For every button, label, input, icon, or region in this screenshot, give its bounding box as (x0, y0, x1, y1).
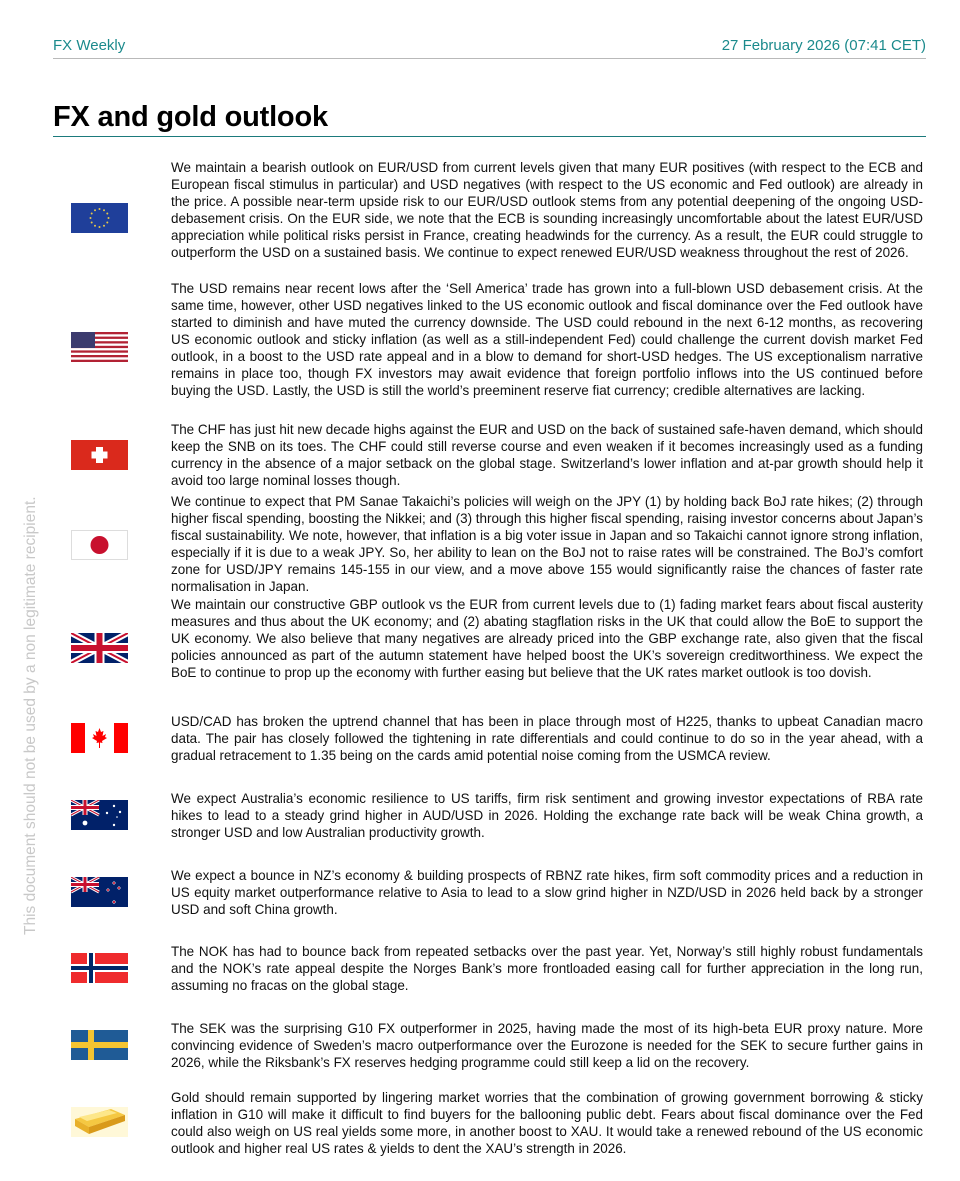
eu-flag-icon (71, 203, 128, 233)
australia-flag-icon (71, 800, 128, 830)
publication-date: 27 February 2026 (07:41 CET) (721, 37, 926, 54)
section-text: We expect Australia’s economic resilience to US tariffs, firm risk sentiment and growing investor expectations of RBA rate hikes to lead to a steady grind higher in AUD/USD in 2026. Holding the exchange rate back will be weak China growth, a stronger USD and low Australian productivity growth. (171, 791, 923, 840)
canada-flag-icon (71, 723, 128, 753)
section-text: We expect a bounce in NZ’s economy & building prospects of RBNZ rate hikes, firm soft commodity prices and a reduction in US equity market outperformance relative to Asia to lead to a slow grind higher in NZD/USD in 2026 held back by a stronger USD and soft China growth. (171, 868, 923, 917)
section-text: We maintain our constructive GBP outlook vs the EUR from current levels due to (1) fading market fears about fiscal austerity measures and thus about the UK economy; and (2) abating stagflation risks in the UK that could allow the BoE to support the UK economy. We also believe that many negatives are already priced into the GBP exchange rate, also given that the fiscal policies announced as part of the autumn statement have helped boost the UK’s sovereign creditworthiness. We expect the BoE to continue to prop up the economy with further easing but believe that the UK rates market outlook is too dovish. (171, 597, 923, 680)
sweden-flag-icon (71, 1030, 128, 1060)
us-flag-icon (71, 332, 128, 362)
new-zealand-flag-icon (71, 877, 128, 907)
publication-name: FX Weekly (53, 37, 126, 54)
page-title: FX and gold outlook (53, 101, 328, 133)
section-text: We continue to expect that PM Sanae Takaichi’s policies will weigh on the JPY (1) by holding back BoJ rate hikes; (2) through higher fiscal spending, boosting the Nikkei; and (3) through this higher fiscal spending, raising investor concerns about Japan’s fiscal sustainability. We note, however, that inflation is a big voter issue in Japan and so Takaichi cannot ignore strong inflation, especially if it is due to a weak JPY. So, her ability to lean on the BoJ not to raise rates will be constrained. The BoJ’s comfort zone for USD/JPY remains 145-155 in our view, and a move above 155 would significantly raise the chances of faster rate normalisation in Japan. (171, 494, 923, 594)
page-title-block (53, 100, 926, 137)
switzerland-flag-icon (71, 440, 128, 470)
section-text: The NOK has had to bounce back from repeated setbacks over the past year. Yet, Norway’s still highly robust fundamentals and the NOK’s rate appeal despite the Norges Bank’s more frontloaded easing call for further appreciation in the long run, assuming no fracas on the global stage. (171, 944, 923, 993)
uk-flag-icon (71, 633, 128, 663)
section-text: USD/CAD has broken the uptrend channel that has been in place through most of H225, thanks to upbeat Canadian macro data. The pair has closely followed the tightening in rate differentials and could continue to do so in the year ahead, with a gradual retracement to 1.35 being on the cards amid potential noise coming from the USMCA review. (171, 714, 923, 763)
section-text: The SEK was the surprising G10 FX outperformer in 2025, having made the most of its high-beta EUR proxy nature. More convincing evidence of Sweden’s macro outperformance over the Eurozone is needed for the SEK to secure further gains in 2026, while the Riksbank’s FX reserves hedging programme could still keep a lid on the recovery. (171, 1021, 923, 1070)
japan-flag-icon (71, 530, 128, 560)
norway-flag-icon (71, 953, 128, 983)
page-header (53, 36, 926, 59)
section-text: Gold should remain supported by lingering market worries that the combination of growing government borrowing & sticky inflation in G10 will make it difficult to find buyers for the ballooning public debt. Fears about fiscal dominance over the Fed could also weigh on US real yields some more, in another boost to XAU. It would take a renewed rebound of the US economic outlook and higher real US rates & yields to dent the XAU’s strength in 2026. (171, 1090, 923, 1156)
section-text: The USD remains near recent lows after the ‘Sell America’ trade has grown into a full-blown USD debasement crisis. At the same time, however, other USD negatives linked to the US economic outlook and fiscal dominance over the Fed outlook have started to diminish and have muted the currency downside. The USD could rebound in the next 6-12 months, as recovering US economic outlook and sticky inflation (as well as a still-independent Fed) could challenge the current dovish market Fed outlook, in a boost to the USD rate appeal and in a blow to demand for short-USD hedges. The US exceptionalism narrative remains in place too, though FX investors may await evidence that foreign portfolio inflows into the US continued before buying the USD. Lastly, the USD is still the world’s preeminent reserve fiat currency; credible alternatives are lacking. (171, 281, 923, 398)
watermark: This document should not be used by a non legitimate recipient. (22, 496, 39, 935)
section-text: The CHF has just hit new decade highs against the EUR and USD on the back of sustained safe-haven demand, which should keep the SNB on its toes. The CHF could still reverse course and even weaken if it becomes increasingly used as a funding currency in the absence of a major setback on the global stage. Switzerland’s lower inflation and at-par growth should help it avoid too large nominal losses though. (171, 422, 923, 488)
gold-bars-icon (71, 1107, 128, 1137)
section-text: We maintain a bearish outlook on EUR/USD from current levels given that many EUR positives (with respect to the ECB and European fiscal stimulus in particular) and USD negatives (with respect to the US economic and Fed outlook) are already in the price. A possible near-term upside risk to our EUR/USD outlook stems from any potential deepening of the ongoing USD-debasement crisis. On the EUR side, we note that the ECB is sounding increasingly uncomfortable about the latest EUR/USD appreciation while political risks persist in France, creating headwinds for the currency. As a result, the EUR could struggle to outperform the USD on a sustained basis. We continue to expect renewed EUR/USD weakness throughout the rest of 2026. (171, 160, 923, 260)
